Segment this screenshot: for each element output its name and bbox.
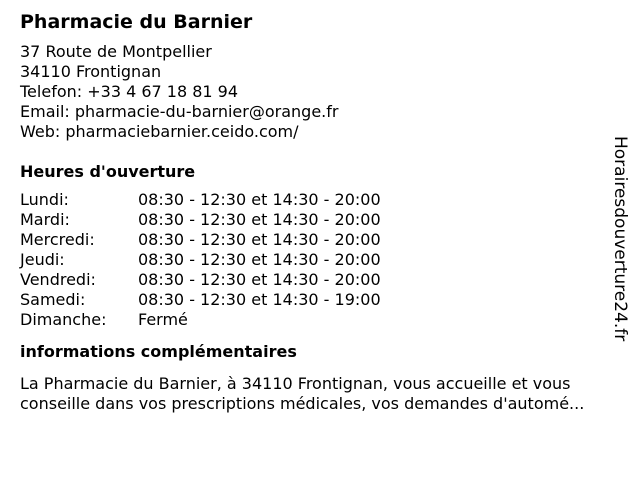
- day-label: Lundi:: [20, 190, 69, 209]
- pharmacy-name: Pharmacie du Barnier: [20, 11, 253, 33]
- street-address: 37 Route de Montpellier: [20, 42, 212, 61]
- hours-row-dimanche: [20, 310, 620, 330]
- hours-row-vendredi: [20, 270, 620, 290]
- pharmacy-card: [20, 10, 620, 414]
- day-label: Vendredi:: [20, 270, 96, 289]
- day-label: Mardi:: [20, 210, 70, 229]
- hours-heading: Heures d'ouverture: [20, 162, 196, 181]
- info-heading: informations complémentaires: [20, 342, 297, 361]
- time-value: 08:30 - 12:30 et 14:30 - 20:00: [138, 230, 381, 249]
- day-label: Dimanche:: [20, 310, 107, 329]
- time-value: 08:30 - 12:30 et 14:30 - 20:00: [138, 270, 381, 289]
- time-value: 08:30 - 12:30 et 14:30 - 19:00: [138, 290, 381, 309]
- phone-line[interactable]: Telefon: +33 4 67 18 81 94: [20, 82, 239, 101]
- time-value: Fermé: [138, 310, 188, 329]
- site-brand-vertical: Horairesdouverture24.fr: [610, 136, 630, 342]
- city-line: 34110 Frontignan: [20, 62, 162, 81]
- hours-row-jeudi: [20, 250, 620, 270]
- time-value: 08:30 - 12:30 et 14:30 - 20:00: [138, 250, 381, 269]
- hours-row-samedi: [20, 290, 620, 310]
- day-label: Jeudi:: [20, 250, 65, 269]
- email-line[interactable]: Email: pharmacie-du-barnier@orange.fr: [20, 102, 339, 121]
- time-value: 08:30 - 12:30 et 14:30 - 20:00: [138, 190, 381, 209]
- hours-row-mercredi: [20, 230, 620, 250]
- time-value: 08:30 - 12:30 et 14:30 - 20:00: [138, 210, 381, 229]
- day-label: Mercredi:: [20, 230, 95, 249]
- hours-row-lundi: [20, 190, 620, 210]
- day-label: Samedi:: [20, 290, 86, 309]
- hours-table: [20, 190, 620, 330]
- web-line[interactable]: Web: pharmaciebarnier.ceido.com/: [20, 122, 299, 141]
- hours-row-mardi: [20, 210, 620, 230]
- pharmacy-description: La Pharmacie du Barnier, à 34110 Frontignan, vous accueille et vous conseille dans vos prescriptions médicales, vos demandes d'automé...: [20, 374, 585, 413]
